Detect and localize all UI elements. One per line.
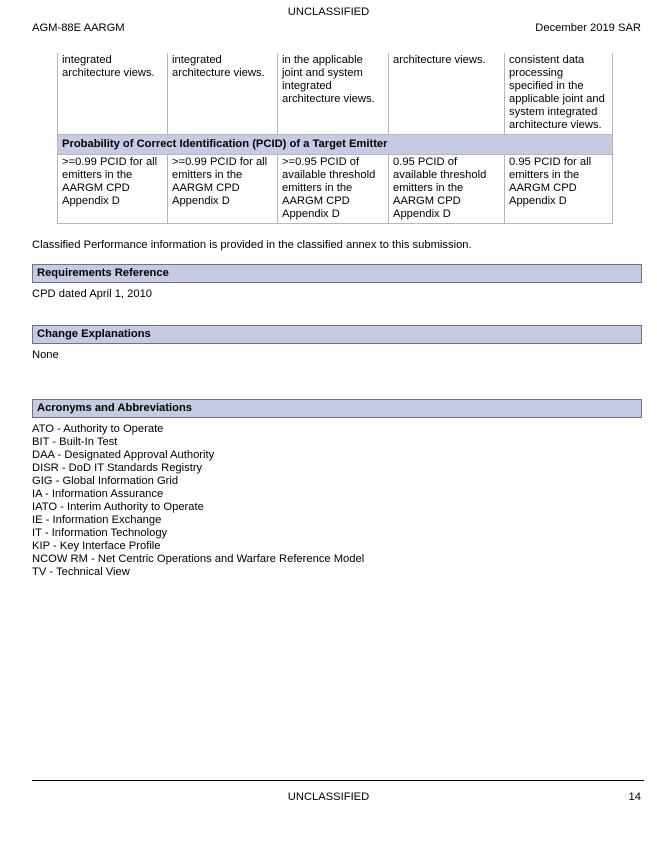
list-item: DAA - Designated Approval Authority [32,449,215,461]
table-cell: >=0.99 PCID for all emitters in the AARGM CPD Appendix D [168,155,278,224]
table-cell: consistent data processing specified in the applicable joint and system integrated architecture views. [505,53,613,135]
list-item: NCOW RM - Net Centric Operations and Warfare Reference Model [32,553,365,565]
table-cell: 0.95 PCID for all emitters in the AARGM CPD Appendix D [505,155,613,224]
classified-note: Classified Performance information is provided in the classified annex to this submission. [32,239,472,251]
list-item: GIG - Global Information Grid [32,475,179,487]
header-classification: UNCLASSIFIED [287,6,370,18]
table-cell: integrated architecture views. [168,53,278,135]
list-item: BIT - Built-In Test [32,436,118,448]
change-explanations-text: None [32,349,59,361]
acronyms-heading: Acronyms and Abbreviations [32,399,642,418]
list-item: IT - Information Technology [32,527,168,539]
requirements-reference-heading: Requirements Reference [32,264,642,283]
footer-classification: UNCLASSIFIED [287,791,370,803]
list-item: IE - Information Exchange [32,514,162,526]
header-report-date: December 2019 SAR [535,22,641,34]
pcid-section-title: Probability of Correct Identification (PCID) of a Target Emitter [58,135,613,155]
table-row [58,135,613,155]
table-cell: >=0.95 PCID of available threshold emitters in the AARGM CPD Appendix D [278,155,389,224]
change-explanations-heading: Change Explanations [32,325,642,344]
page-number: 14 [628,791,641,803]
table-cell: in the applicable joint and system integrated architecture views. [278,53,389,135]
requirements-reference-text: CPD dated April 1, 2010 [32,288,153,300]
table-row [58,155,613,224]
table-cell: >=0.99 PCID for all emitters in the AARGM CPD Appendix D [58,155,168,224]
table-row [58,53,613,135]
list-item: TV - Technical View [32,566,130,578]
table-cell: architecture views. [389,53,505,135]
footer-divider [32,780,644,781]
table-cell: 0.95 PCID of available threshold emitters in the AARGM CPD Appendix D [389,155,505,224]
list-item: DISR - DoD IT Standards Registry [32,462,203,474]
list-item: IATO - Interim Authority to Operate [32,501,204,513]
acronym-list [32,423,364,579]
table-cell: integrated architecture views. [58,53,168,135]
list-item: ATO - Authority to Operate [32,423,164,435]
performance-table [57,53,613,224]
list-item: IA - Information Assurance [32,488,164,500]
header-program: AGM-88E AARGM [32,22,125,34]
list-item: KIP - Key Interface Profile [32,540,161,552]
